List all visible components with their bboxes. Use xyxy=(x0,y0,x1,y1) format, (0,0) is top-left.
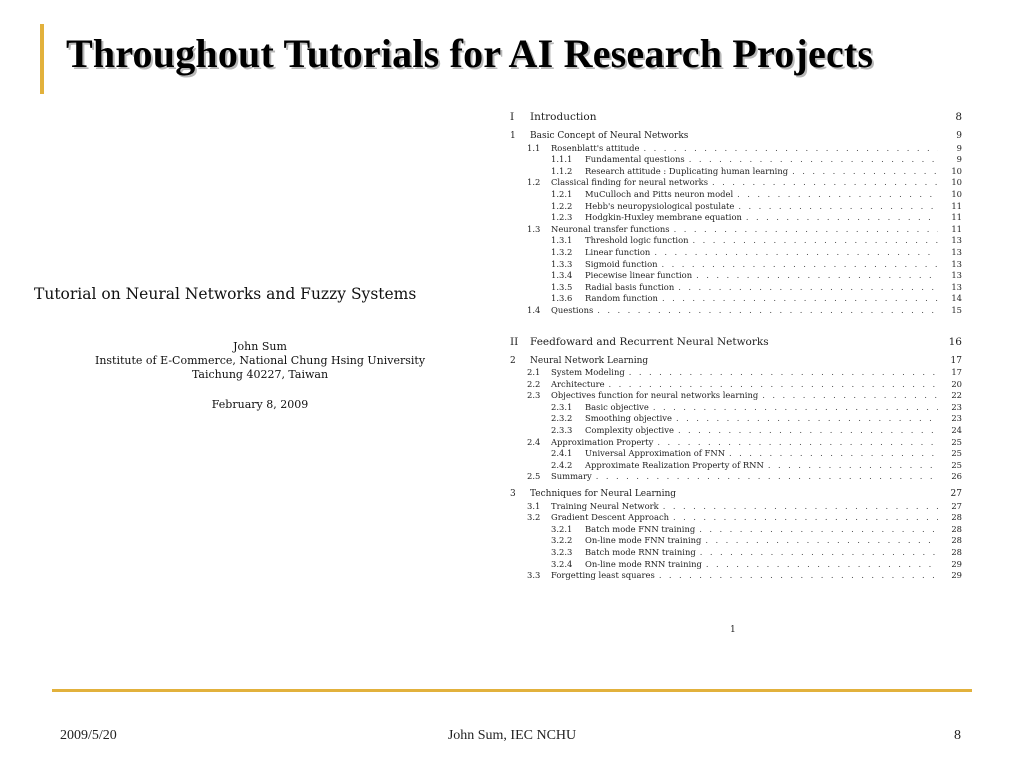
toc-entry-page: 28 xyxy=(951,547,962,557)
toc-entry-page: 23 xyxy=(951,413,962,424)
toc-dot-leader xyxy=(662,259,938,271)
toc-entry-title: Questions xyxy=(551,304,594,315)
toc-entry xyxy=(510,166,962,178)
toc-chapter-title: Neural Network Learning xyxy=(530,355,649,366)
toc-dot-leader xyxy=(792,166,938,178)
toc-chapter-title: Basic Concept of Neural Networks xyxy=(530,131,689,141)
toc-entry-page: 17 xyxy=(951,367,962,378)
toc-entry-number: 3.2.1 xyxy=(551,523,573,534)
toc-entry-title: Smoothing objective xyxy=(585,413,672,424)
toc-entry-number: 2.3.2 xyxy=(551,413,573,424)
toc-chapter-number: 1 xyxy=(510,131,516,141)
toc-chapter-1 xyxy=(510,131,962,143)
toc-entry-page: 13 xyxy=(951,246,962,257)
toc-entry-title: On-line mode FNN training xyxy=(585,535,702,546)
toc-part-title: Feedfoward and Recurrent Neural Networks xyxy=(530,335,769,348)
toc-chapter-page: 17 xyxy=(950,355,962,366)
toc-part-page: 16 xyxy=(948,335,962,348)
toc-entry-number: 2.3 xyxy=(527,390,541,401)
toc-dot-leader xyxy=(768,460,938,472)
toc-dot-leader xyxy=(597,305,938,317)
toc-entry-page: 27 xyxy=(951,500,962,511)
toc-entry-page: 28 xyxy=(951,512,962,523)
toc-entry-title: Hodgkin-Huxley membrane equation xyxy=(585,212,742,223)
toc-part-1 xyxy=(510,110,962,125)
toc-entry-title: Batch mode FNN training xyxy=(585,523,696,534)
toc-entry xyxy=(510,201,962,213)
toc-entry xyxy=(510,212,962,224)
toc-entry-number: 2.4.2 xyxy=(551,459,573,470)
toc-entry-title: Approximation Property xyxy=(551,436,654,447)
toc-entry-number: 1.2.1 xyxy=(551,188,573,199)
toc-entry-number: 2.2 xyxy=(527,378,541,389)
toc-entry-title: Basic objective xyxy=(585,401,649,412)
document-title: Tutorial on Neural Networks and Fuzzy Systems xyxy=(34,285,417,303)
footer-slide-number: 8 xyxy=(954,728,961,743)
toc-dot-leader xyxy=(673,512,938,524)
toc-part-number: I xyxy=(510,111,515,123)
toc-entry xyxy=(510,535,962,547)
toc-chapter-2-entries xyxy=(510,367,962,483)
toc-entry-title: Approximate Realization Property of RNN xyxy=(585,459,764,470)
toc-entry-page: 23 xyxy=(951,401,962,412)
toc-entry-page: 11 xyxy=(951,212,962,223)
footer-divider xyxy=(52,689,972,692)
toc-entry xyxy=(510,259,962,271)
toc-entry-title: Objectives function for neural networks learning xyxy=(551,390,759,401)
toc-chapter-number: 3 xyxy=(510,489,516,500)
toc-part-page: 8 xyxy=(955,111,962,123)
toc-entry-title: Threshold logic function xyxy=(585,235,689,246)
document-date: February 8, 2009 xyxy=(211,398,309,411)
toc-entry-number: 2.4 xyxy=(527,436,541,447)
toc-part-title: Introduction xyxy=(530,111,597,123)
toc-entry-number: 1.3.4 xyxy=(551,270,573,281)
toc-entry-page: 10 xyxy=(951,177,962,188)
toc-entry xyxy=(510,547,962,559)
toc-entry xyxy=(510,413,962,425)
toc-dot-leader xyxy=(596,471,938,483)
toc-entry-number: 2.4.1 xyxy=(551,448,573,459)
toc-entry-number: 2.3.3 xyxy=(551,425,573,436)
toc-entry-number: 2.5 xyxy=(527,471,541,482)
toc-entry-number: 1.3 xyxy=(527,223,541,234)
toc-entry-title: Neuronal transfer functions xyxy=(551,223,670,234)
toc-entry-number: 3.3 xyxy=(527,570,541,581)
toc-entry xyxy=(510,471,962,483)
toc-entry-title: Architecture xyxy=(551,378,605,389)
toc-entry xyxy=(510,460,962,472)
toc-chapter-2 xyxy=(510,356,962,368)
toc-entry-number: 3.2 xyxy=(527,512,541,523)
toc-entry-number: 1.3.3 xyxy=(551,258,573,269)
toc-entry xyxy=(510,448,962,460)
toc-entry xyxy=(510,501,962,513)
toc-entry xyxy=(510,235,962,247)
toc-entry-title: Research attitude : Duplicating human learning xyxy=(585,165,789,176)
toc-entry-page: 13 xyxy=(951,270,962,281)
toc-entry-page: 28 xyxy=(951,535,962,546)
toc-dot-leader xyxy=(663,501,938,513)
toc-entry-number: 2.3.1 xyxy=(551,401,573,412)
toc-entry xyxy=(510,437,962,449)
toc-entry-title: Rosenblatt's attitude xyxy=(551,142,640,153)
footer-date: 2009/5/20 xyxy=(60,728,117,743)
toc-entry xyxy=(510,177,962,189)
toc-entry-page: 25 xyxy=(951,448,962,459)
document-page-number: 1 xyxy=(730,625,736,635)
toc-entry-page: 11 xyxy=(951,223,962,234)
toc-entry-page: 28 xyxy=(951,523,962,534)
toc-entry-page: 9 xyxy=(956,142,962,153)
author-name: John Sum xyxy=(233,340,287,353)
toc-entry-page: 13 xyxy=(951,281,962,292)
toc-entry-title: Classical finding for neural networks xyxy=(551,177,709,188)
author-address: Taichung 40227, Taiwan xyxy=(191,368,329,381)
toc-entry-number: 1.3.5 xyxy=(551,281,573,292)
toc-dot-leader xyxy=(712,177,938,189)
toc-entry-title: Linear function xyxy=(585,246,651,257)
toc-entry xyxy=(510,293,962,305)
toc-entry-page: 25 xyxy=(951,436,962,447)
toc-entry-number: 1.1 xyxy=(527,142,541,153)
toc-entry-title: On-line mode RNN training xyxy=(585,558,702,569)
toc-entry-page: 11 xyxy=(951,200,962,211)
toc-dot-leader xyxy=(693,235,938,247)
toc-chapter-3 xyxy=(510,489,962,501)
toc-chapter-page: 27 xyxy=(950,489,962,500)
toc-entry xyxy=(510,367,962,379)
toc-entry-title: MuCulloch and Pitts neuron model xyxy=(585,188,734,199)
toc-entry-page: 14 xyxy=(951,293,962,304)
toc-dot-leader xyxy=(678,425,938,437)
toc-entry-page: 25 xyxy=(951,459,962,470)
toc-entry-title: Random function xyxy=(585,293,658,304)
slide-title: Throughout Tutorials for AI Research Projects xyxy=(66,31,874,76)
toc-entry-number: 2.1 xyxy=(527,367,541,378)
toc-chapter-3-entries xyxy=(510,501,962,582)
toc-entry-title: Training Neural Network xyxy=(551,500,659,511)
toc-entry-title: Forgetting least squares xyxy=(551,570,655,581)
author-block xyxy=(60,340,460,382)
toc-dot-leader xyxy=(659,570,938,582)
toc-entry xyxy=(510,524,962,536)
toc-entry-page: 24 xyxy=(951,425,962,436)
toc-entry-number: 1.3.2 xyxy=(551,246,573,257)
toc-entry-title: Hebb's neuropysiological postulate xyxy=(585,200,735,211)
toc-chapter-page: 9 xyxy=(956,131,962,141)
toc-entry-number: 1.1.2 xyxy=(551,165,573,176)
toc-entry-number: 1.4 xyxy=(527,304,541,315)
toc-dot-leader xyxy=(746,212,938,224)
toc-entry-page: 26 xyxy=(951,471,962,482)
toc-entry-number: 1.3.6 xyxy=(551,293,573,304)
toc-entry-number: 1.2.2 xyxy=(551,200,573,211)
toc-entry xyxy=(510,270,962,282)
toc-entry xyxy=(510,559,962,571)
toc-entry-number: 1.1.1 xyxy=(551,154,573,165)
toc-entry xyxy=(510,282,962,294)
toc-entry xyxy=(510,224,962,236)
toc-entry-page: 29 xyxy=(951,570,962,581)
toc-entry-page: 10 xyxy=(951,188,962,199)
toc-entry xyxy=(510,247,962,259)
author-affiliation: Institute of E-Commerce, National Chung Hsing University xyxy=(94,354,426,367)
toc-entry-title: Batch mode RNN training xyxy=(585,547,696,557)
toc-chapter-1-entries xyxy=(510,143,962,317)
toc-entry-page: 20 xyxy=(951,378,962,389)
toc-entry xyxy=(510,390,962,402)
title-accent-bar xyxy=(40,24,44,94)
toc-entry-page: 13 xyxy=(951,258,962,269)
toc-dot-leader xyxy=(653,402,938,414)
toc-entry-page: 10 xyxy=(951,165,962,176)
toc-entry-page: 13 xyxy=(951,235,962,246)
toc-entry-title: Fundamental questions xyxy=(585,154,685,165)
toc-dot-leader xyxy=(678,282,938,294)
toc-entry xyxy=(510,379,962,391)
toc-entry-title: Piecewise linear function xyxy=(585,270,693,281)
toc-dot-leader xyxy=(706,559,938,571)
toc-dot-leader xyxy=(699,524,938,536)
toc-dot-leader xyxy=(737,189,938,201)
toc-entry xyxy=(510,425,962,437)
toc-dot-leader xyxy=(729,448,938,460)
toc-entry-title: Universal Approximation of FNN xyxy=(585,448,726,459)
footer-author: John Sum, IEC NCHU xyxy=(447,728,577,743)
toc-entry xyxy=(510,154,962,166)
toc-dot-leader xyxy=(644,143,938,155)
toc-entry-title: Complexity objective xyxy=(585,425,674,436)
toc-entry xyxy=(510,143,962,155)
toc-dot-leader xyxy=(654,247,938,259)
toc-dot-leader xyxy=(676,413,938,425)
toc-entry-number: 3.2.3 xyxy=(551,547,573,557)
toc-entry-title: Summary xyxy=(551,471,592,482)
toc-dot-leader xyxy=(705,535,938,547)
toc-entry-page: 29 xyxy=(951,558,962,569)
toc-dot-leader xyxy=(609,379,938,391)
toc-dot-leader xyxy=(738,201,938,213)
toc-entry-title: Radial basis function xyxy=(585,281,675,292)
toc-dot-leader xyxy=(629,367,938,379)
table-of-contents xyxy=(510,110,962,582)
toc-entry-title: System Modeling xyxy=(551,367,625,378)
toc-dot-leader xyxy=(657,437,938,449)
toc-part-number: II xyxy=(510,335,519,348)
toc-chapter-title: Techniques for Neural Learning xyxy=(530,489,677,500)
toc-entry-number: 3.2.4 xyxy=(551,558,573,569)
toc-dot-leader xyxy=(696,270,938,282)
toc-entry-number: 1.2.3 xyxy=(551,212,573,223)
toc-entry-page: 22 xyxy=(951,390,962,401)
toc-entry-number: 3.1 xyxy=(527,500,541,511)
toc-entry-title: Sigmoid function xyxy=(585,258,658,269)
toc-part-2 xyxy=(510,335,962,350)
toc-entry-number: 3.2.2 xyxy=(551,535,573,546)
toc-entry xyxy=(510,305,962,317)
toc-entry xyxy=(510,402,962,414)
toc-dot-leader xyxy=(674,224,938,236)
toc-entry-page: 9 xyxy=(956,154,962,165)
toc-chapter-number: 2 xyxy=(510,355,516,366)
toc-entry xyxy=(510,189,962,201)
toc-dot-leader xyxy=(689,154,938,166)
toc-entry xyxy=(510,512,962,524)
toc-dot-leader xyxy=(662,293,938,305)
toc-entry-number: 1.2 xyxy=(527,177,541,188)
toc-entry-title: Gradient Descent Approach xyxy=(551,512,670,523)
toc-dot-leader xyxy=(700,547,938,559)
toc-entry-number: 1.3.1 xyxy=(551,235,573,246)
toc-dot-leader xyxy=(762,390,938,402)
toc-entry-page: 15 xyxy=(951,304,962,315)
toc-entry xyxy=(510,570,962,582)
